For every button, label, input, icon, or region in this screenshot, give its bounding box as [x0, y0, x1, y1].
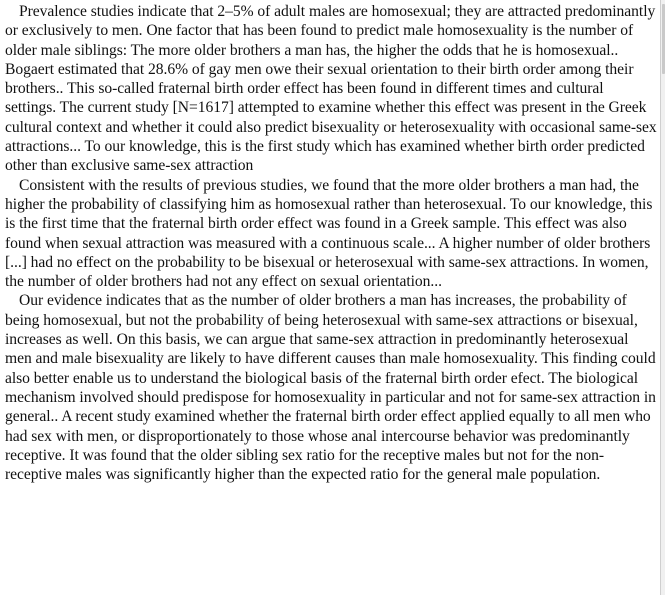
- paragraph-evidence: Our evidence indicates that as the number of older brothers a man has increases, the probability of being homosexual, but not the probability of being heterosexual with same-sex attractions or bisexual, increases as well. On this basis, we can argue that same-sex attraction in predominantly heterosexual men and male bisexuality are likely to have different causes than male homosexuality. This finding could also better enable us to understand the biological basis of the fraternal birth order efect. The biological mechanism involved should predispose for homosexuality in particular and not for same-sex attraction in general.. A recent study examined whether the fraternal birth order effect applied equally to all men who had sex with men, or disproportionately to those whose anal intercourse behavior was predominantly receptive. It was found that the older sibling sex ratio for the receptive males but not for the non-receptive males was significantly higher than the expected ratio for the general male population.: [5, 292, 656, 484]
- vertical-scrollbar[interactable]: [660, 0, 665, 595]
- paragraph-consistent-results: Consistent with the results of previous studies, we found that the more older brothers a man had, the higher the probability of classifying him as homosexual rather than heterosexual. To our knowledge, this is the first time that the fraternal birth order effect was found in a Greek sample. This effect was also found when sexual attraction was measured with a continuous scale... A higher number of older brothers [...] had no effect on the probability to be bisexual or heterosexual with same-sex attractions. In women, the number of older brothers had not any effect on sexual orientation...: [5, 176, 653, 291]
- document-text-area: [5, 2, 657, 592]
- paragraph-prevalence: Prevalence studies indicate that 2–5% of adult males are homosexual; they are attracted predominantly or exclusively to men. One factor that has been found to predict male homosexuality is the number of older male siblings: The more older brothers a man has, the higher the odds that he is homosexual.. Bogaert estimated that 28.6% of gay men owe their sexual orientation to their birth order among their brothers.. This so-called fraternal birth order effect has been found in different times and cultural settings. The current study [N=1617] attempted to examine whether this effect was present in the Greek cultural context and whether it could also predict bisexuality or heterosexuality with occasional same-sex attractions... To our knowledge, this is the first study which has examined whether birth order predicted other than exclusive same-sex attraction: [5, 3, 657, 175]
